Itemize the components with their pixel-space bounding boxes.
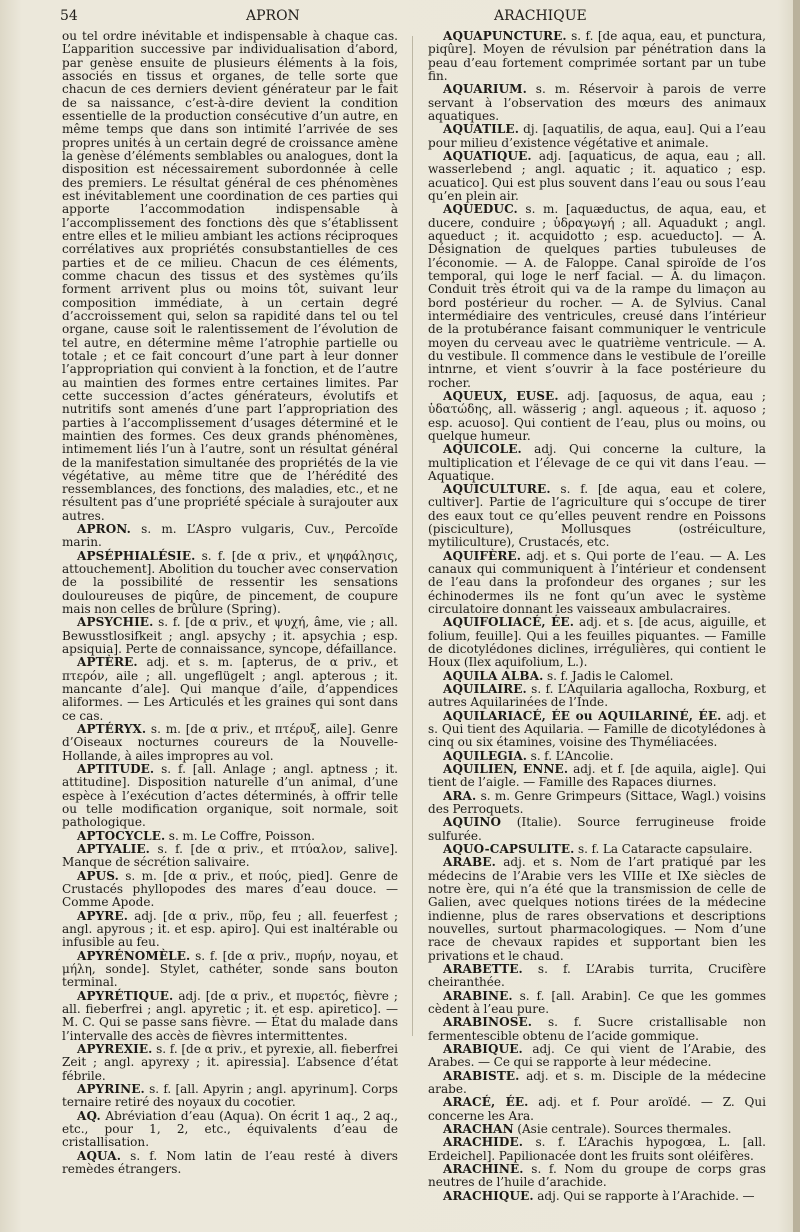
- entry-headword: APSÉPHIALÉSIE.: [77, 548, 196, 563]
- entry-headword: AQUILA ALBA.: [443, 668, 544, 683]
- entry-headword: ARABE.: [443, 855, 496, 870]
- running-head-left: APRON: [246, 8, 300, 24]
- dictionary-entry: [62, 763, 398, 830]
- entry-definition: s. f. [de α priv., et πτύαλον, salive]. Manque de sécrétion salivaire.: [62, 842, 398, 870]
- dictionary-entry: [428, 1136, 766, 1163]
- entry-headword: APTYALIE.: [77, 842, 150, 857]
- entry-definition: s. f. L’Arabis turrita, Crucifère cheiranthée.: [428, 961, 766, 990]
- entry-definition: s. m. [aquæductus, de aqua, eau, et ducere, conduire ; ὑδραγωγή ; all. Aquadukt ; angl. aqueduct ; it. acquidotto ; esp. acueducto]. — A. Désignation de quelques parties tubuleuses de l’économie. — A. de Faloppe. Canal spiroïde de l’os temporal, qui loge le nerf facial. — A. du limaçon. Conduit très étroit qui va de la rampe du limaçon au bord postérieur du rocher. — A. de Sylvius. Canal intermédiaire des ventricules, creusé dans l’intérieur de la protubérance faisant communiquer le ventricule moyen du cerveau avec le quatrième ventricule. — A. du vestibule. Il commence dans le vestibule de l’oreille intnrne, et vient s’ouvrir à la face postérieure du rocher.: [428, 202, 766, 390]
- dictionary-entry: [62, 1110, 398, 1150]
- entry-headword: APYREXIE.: [77, 1041, 153, 1056]
- dictionary-entry: [428, 816, 766, 843]
- entry-headword: ARA.: [443, 788, 477, 803]
- entry-headword: APYRE.: [77, 908, 128, 923]
- entry-definition: adj. et f. [de aquila, aigle]. Qui tient de l’aigle. — Famille des Rapaces diurnes.: [428, 762, 766, 790]
- entry-definition: s. m. Genre Grimpeurs (Sittace, Wagl.) voisins des Perroquets.: [428, 788, 766, 817]
- entry-headword: ARACHIQUE.: [443, 1188, 534, 1203]
- entry-definition: s. f. [de α priv., et ψυχή, âme, vie ; all. Bewusstlosifkeit ; angl. apsychy ; it. apsychia ; esp. apsiquia]. Perte de connaissance, syncope, défaillance.: [62, 615, 398, 657]
- entry-definition: (Italie). Source ferrugineuse froide sulfurée.: [428, 815, 766, 843]
- dictionary-entry: [62, 910, 398, 950]
- entry-definition: dj. [aquatilis, de aqua, eau]. Qui a l’eau pour milieu d’existence végétative et animale.: [428, 122, 766, 150]
- entry-definition: s. m. Le Coffre, Poisson.: [165, 828, 315, 843]
- entry-definition: s. f. [all. Arabin]. Ce que les gommes cèdent à l’eau pure.: [428, 988, 766, 1016]
- dictionary-entry: [428, 123, 766, 150]
- entry-definition: s. m. L’Aspro vulgaris, Cuv., Percoïde marin.: [62, 522, 398, 550]
- dictionary-entry: [428, 483, 766, 550]
- entry-definition: adj. [de α priv., πῦρ, feu ; all. feuerfest ; angl. apyrous ; it. et esp. apiro]. Qui est inaltérable ou infusible au feu.: [62, 908, 398, 950]
- entry-headword: AQUILIEN, ENNE.: [443, 762, 569, 777]
- dictionary-entry: [62, 723, 398, 763]
- entry-headword: ARABINE.: [443, 988, 513, 1003]
- entry-definition: s. f. [de α priv., et pyrexie, all. fieberfrei Zeit ; angl. apyrexy ; it. apiressia]. L’absence d’état fébrile.: [62, 1041, 398, 1083]
- dictionary-entry: [428, 963, 766, 990]
- entry-definition: ou tel ordre inévitable et indispensable à chaque cas. L’apparition successive par individualisation d’abord, par genèse ensuite de plusieurs éléments à la fois, associés en tissus et organes, de telle sorte que chacun de ces derniers devient générateur par le fait de sa naissance, c’est-à-dire devient la condition essentielle de la production consécutive d’un autre, en même temps que dans son intimité l’arrivée de ses propres unités à un certain degré de croissance amène la genèse d’éléments semblables ou analogues, dont la disposition est nécessairement subordonnée à celle des premiers. Le résultat général de ces phénomènes est inévitablement une coordination de ces parties qui apporte l’accommodation indispensable à l’accomplissement des fonctions dès que s’établissent entre elles et le milieu ambiant les actions réciproques corrélatives aux propriétés consubstantielles de ces parties et de ce milieu. Chacun de ces éléments, comme chacun des tissus et des systèmes qu’ils forment arrivent plus ou moins tôt, suivant leur composition immédiate, à un certain degré d’accroissement qui, selon sa rapidité dans tel ou tel organe, cause soit le ralentissement de l’évolution de tel autre, en détermine même l’atrophie partielle ou totale ; et ce fait concourt d’une part à leur donner l’appropriation qui convient à la fonction, et de l’autre au maintien des formes entre certaines limites. Par cette succession d’actes générateurs, évolutifs et nutritifs sont amenés d’une part l’appropriation des parties à l’accomplissement d’usages déterminé et le maintien des formes. Ces deux grands phénomènes, intimement liés l’un à l’autre, sont un résultat général de la manifestation simultanée des propriétés de la vie végétative, au même titre que de l’hérédité des ressemblances, des fonctions, des maladies, etc., et ne résultent pas d’une propriété spéciale à surajouter aux autres.: [62, 29, 398, 523]
- entry-headword: APYRÉTIQUE.: [77, 988, 174, 1003]
- entry-headword: ARACHINE.: [443, 1161, 524, 1176]
- entry-definition: adj. [aquosus, de aqua, eau ; ὑδατώδης, all. wässerig ; angl. aqueous ; it. aquoso ; esp. acuoso]. Qui contient de l’eau, plus ou moins, ou quelque humeur.: [428, 388, 766, 443]
- entry-definition: s. f. Jadis le Calomel.: [543, 668, 674, 683]
- entry-headword: AQUA.: [77, 1148, 122, 1163]
- entry-definition: adj. et f. Pour aroïdé. — Z. Qui concerne les Ara.: [428, 1095, 767, 1123]
- dictionary-entry: [428, 1070, 766, 1097]
- dictionary-entry: [428, 83, 766, 123]
- dictionary-entry: [62, 616, 398, 656]
- dictionary-entry: [428, 150, 766, 203]
- entry-definition: s. f. L’Aquilaria agallocha, Roxburg, et autres Aquilarinées de l’Inde.: [428, 682, 766, 710]
- entry-headword: AQUO-CAPSULITE.: [443, 842, 575, 857]
- dictionary-entry: [428, 616, 766, 669]
- entry-headword: APTÉRYX.: [77, 722, 147, 737]
- dictionary-entry: [428, 390, 766, 443]
- entry-headword: AQUARIUM.: [443, 82, 527, 97]
- entry-headword: AQUIFÈRE.: [443, 548, 522, 563]
- dictionary-entry: [428, 1190, 766, 1203]
- dictionary-entry: [62, 830, 398, 843]
- page-header: [60, 8, 780, 28]
- entry-definition: s. f. [de aqua, eau, et punctura, piqûre]. Moyen de révulsion par pénétration dans la peau d’eau fortement comprimée sortant par un tube fin.: [428, 29, 766, 83]
- entry-definition: s. f. L’Arachis hypogœa, L. [all. Erdeichel]. Papilionacée dont les fruits sont oléifères.: [428, 1135, 766, 1163]
- dictionary-entry: [428, 670, 766, 683]
- dictionary-entry: [62, 870, 398, 910]
- entry-headword: ARACHIDE.: [443, 1135, 524, 1150]
- right-column: [428, 30, 766, 1203]
- entry-definition: adj. et s. Qui porte de l’eau. — A. Les canaux qui communiquent à l’intérieur et condensent de l’eau dans la profondeur des organes ; sur les échinodermes ils ne font qu’un avec le système circulatoire donnant les vaisseaux ambulacraires.: [428, 548, 766, 617]
- entry-headword: AQUAPUNCTURE.: [443, 29, 567, 43]
- dictionary-entry: [62, 950, 398, 990]
- entry-definition: s. f. La Cataracte capsulaire.: [574, 842, 753, 857]
- entry-definition: (Asie centrale). Sources thermales.: [513, 1121, 732, 1136]
- entry-headword: AQUATIQUE.: [443, 148, 532, 163]
- dictionary-entry: [428, 1016, 766, 1043]
- dictionary-entry: [428, 443, 766, 483]
- entry-headword: APTÈRE.: [77, 655, 138, 670]
- entry-headword: APRON.: [77, 522, 131, 537]
- entry-headword: AQUILEGIA.: [443, 748, 528, 763]
- dictionary-entry: [428, 30, 766, 83]
- dictionary-entry: [428, 856, 766, 963]
- entry-definition: s. m. [de α priv., et πούς, pied]. Genre de Crustacés phyllopodes des mares d’eau douce. — Comme Apode.: [62, 868, 398, 910]
- dictionary-entry: [428, 1123, 766, 1136]
- entry-definition: s. f. Nom latin de l’eau resté à divers remèdes étrangers.: [62, 1148, 398, 1176]
- dictionary-entry: [62, 656, 398, 723]
- dictionary-entry: [428, 1163, 766, 1190]
- entry-definition: s. f. Sucre cristallisable non fermentescible obtenu de l’acide gommique.: [428, 1015, 766, 1043]
- dictionary-entry: [62, 30, 398, 523]
- dictionary-entry: [428, 683, 766, 710]
- entry-definition: adj. et s. Qui tient des Aquilaria. — Famille de dicotylédones à cinq ou six étamines, voisine des Thyméliacées.: [428, 708, 766, 750]
- column-divider: [412, 36, 413, 1036]
- dictionary-entry: [428, 1096, 766, 1123]
- dictionary-entry: [428, 1043, 766, 1070]
- dictionary-entry: [62, 1043, 398, 1083]
- entry-definition: s. f. L’Ancolie.: [527, 748, 614, 763]
- entry-definition: adj. et s. Nom de l’art pratiqué par les médecins de l’Arabie vers les VIIIe et IXe siècles de notre ère, qui n’a été que la transmission de celle de Galien, avec quelques notions tirées de la médecine indienne, plus de rares observations et descriptions nouvelles, surtout pharmacologiques. — Nom d’une race de chevaux rapides et supportant bien les privations et le chaud.: [428, 855, 766, 963]
- left-column: [62, 30, 398, 1176]
- dictionary-entry: [428, 550, 766, 617]
- entry-definition: adj. et s. m. [apterus, de α priv., et πτερόν, aile ; all. ungeflügelt ; angl. apterous ; it. mancante d’ale]. Qui manque d’aile, d’appendices aliformes. — Les Articulés et les graines qui sont dans ce cas.: [62, 655, 398, 723]
- dictionary-entry: [428, 710, 766, 750]
- dictionary-entry: [62, 1083, 398, 1110]
- entry-headword: AQUEUX, EUSE.: [443, 388, 559, 403]
- entry-headword: AQUINO: [443, 815, 502, 830]
- entry-definition: s. f. [de α priv., et ψηφάλησις, attouchement]. Abolition du toucher avec conservation de la possibilité de ressentir les sensations douloureuses de piqûre, de pincement, de coupure mais non celles de brûlure (Spring).: [62, 548, 398, 617]
- entry-definition: adj. Qui se rapporte à l’Arachide. —: [533, 1188, 755, 1203]
- entry-headword: ARABETTE.: [443, 961, 523, 976]
- dictionary-entry: [62, 523, 398, 550]
- entry-definition: adj. et s. [de acus, aiguille, et folium, feuille]. Qui a les feuilles piquantes. — Famille de dicotylédones diclines, irrégulières, qui contient le Houx (Ilex aquifolium, L.).: [428, 615, 766, 670]
- entry-definition: s. f. [de α priv., πυρήν, noyau, et μήλη, sonde]. Stylet, cathéter, sonde sans bouton terminal.: [62, 948, 398, 990]
- entry-headword: ARABIQUE.: [443, 1041, 523, 1056]
- entry-headword: ARACHAN: [443, 1121, 514, 1136]
- entry-definition: s. m. Réservoir à parois de verre servant à l’observation des mœurs des animaux aquatiques.: [428, 82, 766, 123]
- entry-headword: AQUILARIACÉ, ÉE ou AQUILARINÉ, ÉE.: [443, 708, 722, 723]
- entry-definition: adj. Qui concerne la culture, la multiplication et l’élevage de ce qui vit dans l’eau. — Aquatique.: [428, 442, 766, 483]
- entry-headword: ARACÉ, ÉE.: [443, 1095, 529, 1110]
- entry-definition: s. m. [de α priv., et πτέρυξ, aile]. Genre d’Oiseaux nocturnes coureurs de la Nouvelle-Hollande, à ailes impropres au vol.: [62, 722, 398, 763]
- entry-headword: APTITUDE.: [77, 762, 155, 777]
- dictionary-entry: [428, 763, 766, 790]
- entry-headword: APYRINE.: [77, 1081, 145, 1096]
- entry-headword: AQUIFOLIACÉ, ÉE.: [443, 615, 575, 630]
- entry-headword: AQUATILE.: [443, 122, 520, 137]
- page-number: 54: [60, 8, 78, 24]
- dictionary-entry: [428, 790, 766, 817]
- entry-definition: Abréviation d’eau (Aqua). On écrit 1 aq., 2 aq., etc., pour 1, 2, etc., équivalents d’eau de cristallisation.: [62, 1108, 398, 1150]
- entry-headword: ARABINOSE.: [443, 1015, 533, 1030]
- dictionary-entry: [62, 1150, 398, 1177]
- entry-definition: adj. et s. m. Disciple de la médecine arabe.: [428, 1068, 766, 1096]
- entry-definition: adj. [de α priv., et πυρετός, fièvre ; all. fieberfrei ; angl. apyretic ; it. et esp. apiretico]. — M. C. Qui se passe sans fièvre. — État du malade dans l’intervalle des accès de fièvres intermittentes.: [62, 988, 398, 1043]
- entry-headword: AQUICOLE.: [443, 442, 522, 457]
- dictionary-entry: [62, 990, 398, 1043]
- entry-headword: APTOCYCLE.: [77, 828, 166, 843]
- running-head-right: ARACHIQUE: [494, 8, 587, 24]
- entry-headword: APYRÉNOMÈLE.: [77, 948, 191, 963]
- entry-headword: AQUICULTURE.: [443, 482, 551, 497]
- entry-definition: s. f. [all. Anlage ; angl. aptness ; it. attitudine]. Disposition naturelle d’un animal, d’une espèce à l’exécution d’actes déterminés, à offrir telle ou telle modification organique, soit normale, soit pathologique.: [62, 762, 398, 830]
- entry-definition: s. f. [all. Apyrin ; angl. apyrinum]. Corps ternaire retiré des noyaux du cocotier.: [62, 1081, 398, 1110]
- dictionary-entry: [428, 990, 766, 1017]
- dictionary-entry: [62, 843, 398, 870]
- page-edge-shadow: [793, 0, 800, 1232]
- dictionary-entry: [62, 550, 398, 617]
- entry-definition: adj. Ce qui vient de l’Arabie, des Arabes. — Ce qui se rapporte à leur médecine.: [428, 1041, 766, 1070]
- entry-definition: s. f. [de aqua, eau et colere, cultiver]. Partie de l’agriculture qui s’occupe de tirer des eaux tout ce qu’elles peuvent rendre en Poissons (pisciculture), Mollusques (ostréiculture, mytiliculture), Crustacés, etc.: [428, 482, 766, 550]
- entry-headword: APUS.: [77, 868, 119, 883]
- entry-headword: AQUILAIRE.: [443, 682, 527, 697]
- entry-headword: AQ.: [77, 1108, 101, 1123]
- dictionary-entry: [428, 750, 766, 763]
- entry-definition: adj. [aquaticus, de aqua, eau ; all. wasserlebend ; angl. aquatic ; it. aquatico ; esp. acuatico]. Qui est plus souvent dans l’eau ou sous l’eau qu’en plein air.: [428, 148, 766, 203]
- entry-headword: ARABISTE.: [443, 1068, 520, 1083]
- dictionary-entry: [428, 843, 766, 856]
- dictionary-entry: [428, 203, 766, 390]
- entry-definition: s. f. Nom du groupe de corps gras neutres de l’huile d’arachide.: [428, 1161, 766, 1190]
- entry-headword: APSYCHIE.: [77, 615, 154, 630]
- entry-headword: AQUEDUC.: [443, 202, 518, 217]
